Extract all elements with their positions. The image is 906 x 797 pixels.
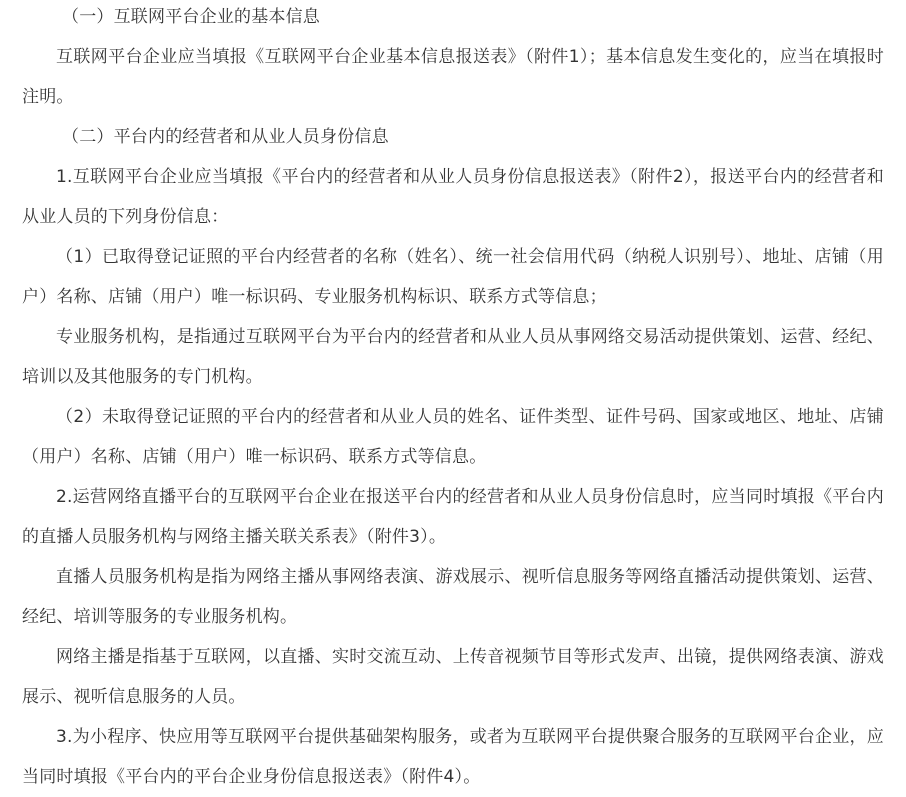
paragraph-anchor-definition: 网络主播是指基于互联网，以直播、实时交流互动、上传音视频节目等形式发声、出镜，提供网络表演、游戏展示、视听信息服务的人员。 [22,647,884,707]
section-heading-identity-info: （二）平台内的经营者和从业人员身份信息 [62,127,389,147]
paragraph-professional-service-definition: 专业服务机构，是指通过互联网平台为平台内的经营者和从业人员从事网络交易活动提供策划、运营、经纪、培训以及其他服务的专门机构。 [22,327,884,387]
paragraph-item-3: 3.为小程序、快应用等互联网平台提供基础架构服务，或者为互联网平台提供聚合服务的互联网平台企业，应当同时填报《平台内的平台企业身份信息报送表》（附件4）。 [22,727,884,787]
paragraph-item-1: 1.互联网平台企业应当填报《平台内的经营者和从业人员身份信息报送表》（附件2），报送平台内的经营者和从业人员的下列身份信息： [22,167,884,227]
paragraph-item-2: 2.运营网络直播平台的互联网平台企业在报送平台内的经营者和从业人员身份信息时，应当同时填报《平台内的直播人员服务机构与网络主播关联关系表》（附件3）。 [22,487,884,547]
paragraph-live-service-definition: 直播人员服务机构是指为网络主播从事网络表演、游戏展示、视听信息服务等网络直播活动提供策划、运营、经纪、培训等服务的专业服务机构。 [22,567,884,627]
paragraph-subitem-1: （1）已取得登记证照的平台内经营者的名称（姓名）、统一社会信用代码（纳税人识别号）、地址、店铺（用户）名称、店铺（用户）唯一标识码、专业服务机构标识、联系方式等信息； [22,247,884,307]
paragraph-subitem-2: （2）未取得登记证照的平台内的经营者和从业人员的姓名、证件类型、证件号码、国家或地区、地址、店铺（用户）名称、店铺（用户）唯一标识码、联系方式等信息。 [22,407,884,467]
paragraph-basic-info: 互联网平台企业应当填报《互联网平台企业基本信息报送表》（附件1）；基本信息发生变化的，应当在填报时注明。 [22,47,884,107]
section-heading-basic-info: （一）互联网平台企业的基本信息 [62,7,320,27]
